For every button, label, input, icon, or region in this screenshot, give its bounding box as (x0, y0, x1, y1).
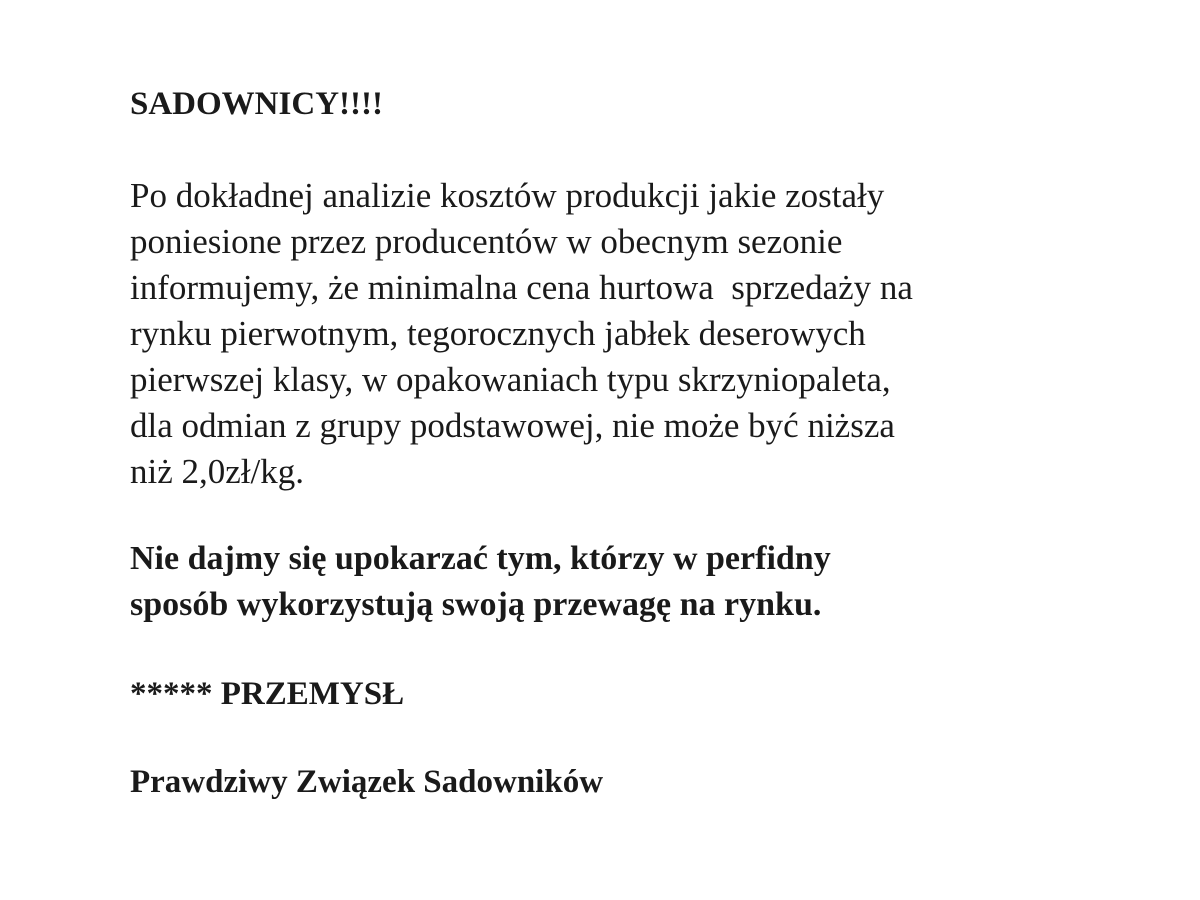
paragraph-line: poniesione przez producentów w obecnym sezonie (130, 222, 843, 261)
appeal-line: Nie dajmy się upokarzać tym, którzy w perfidny (130, 540, 831, 577)
document-heading: SADOWNICY!!!! (130, 86, 383, 122)
organization-full-name: Prawdziwy Związek Sadowników (130, 764, 604, 800)
paragraph-line: informujemy, że minimalna cena hurtowa sprzedaży na (130, 268, 913, 307)
announcement-paragraph (130, 173, 913, 495)
appeal-line: sposób wykorzystują swoją przewagę na rynku. (130, 586, 822, 623)
appeal-paragraph (130, 536, 831, 628)
paragraph-line: dla odmian z grupy podstawowej, nie może być niższa (130, 406, 895, 445)
organization-short-name: ***** PRZEMYSŁ (130, 676, 405, 712)
paragraph-line: Po dokładnej analizie kosztów produkcji jakie zostały (130, 176, 885, 215)
paragraph-line: rynku pierwotnym, tegorocznych jabłek deserowych (130, 314, 866, 353)
paragraph-line: niż 2,0zł/kg. (130, 452, 304, 491)
paragraph-line: pierwszej klasy, w opakowaniach typu skrzyniopaleta, (130, 360, 891, 399)
